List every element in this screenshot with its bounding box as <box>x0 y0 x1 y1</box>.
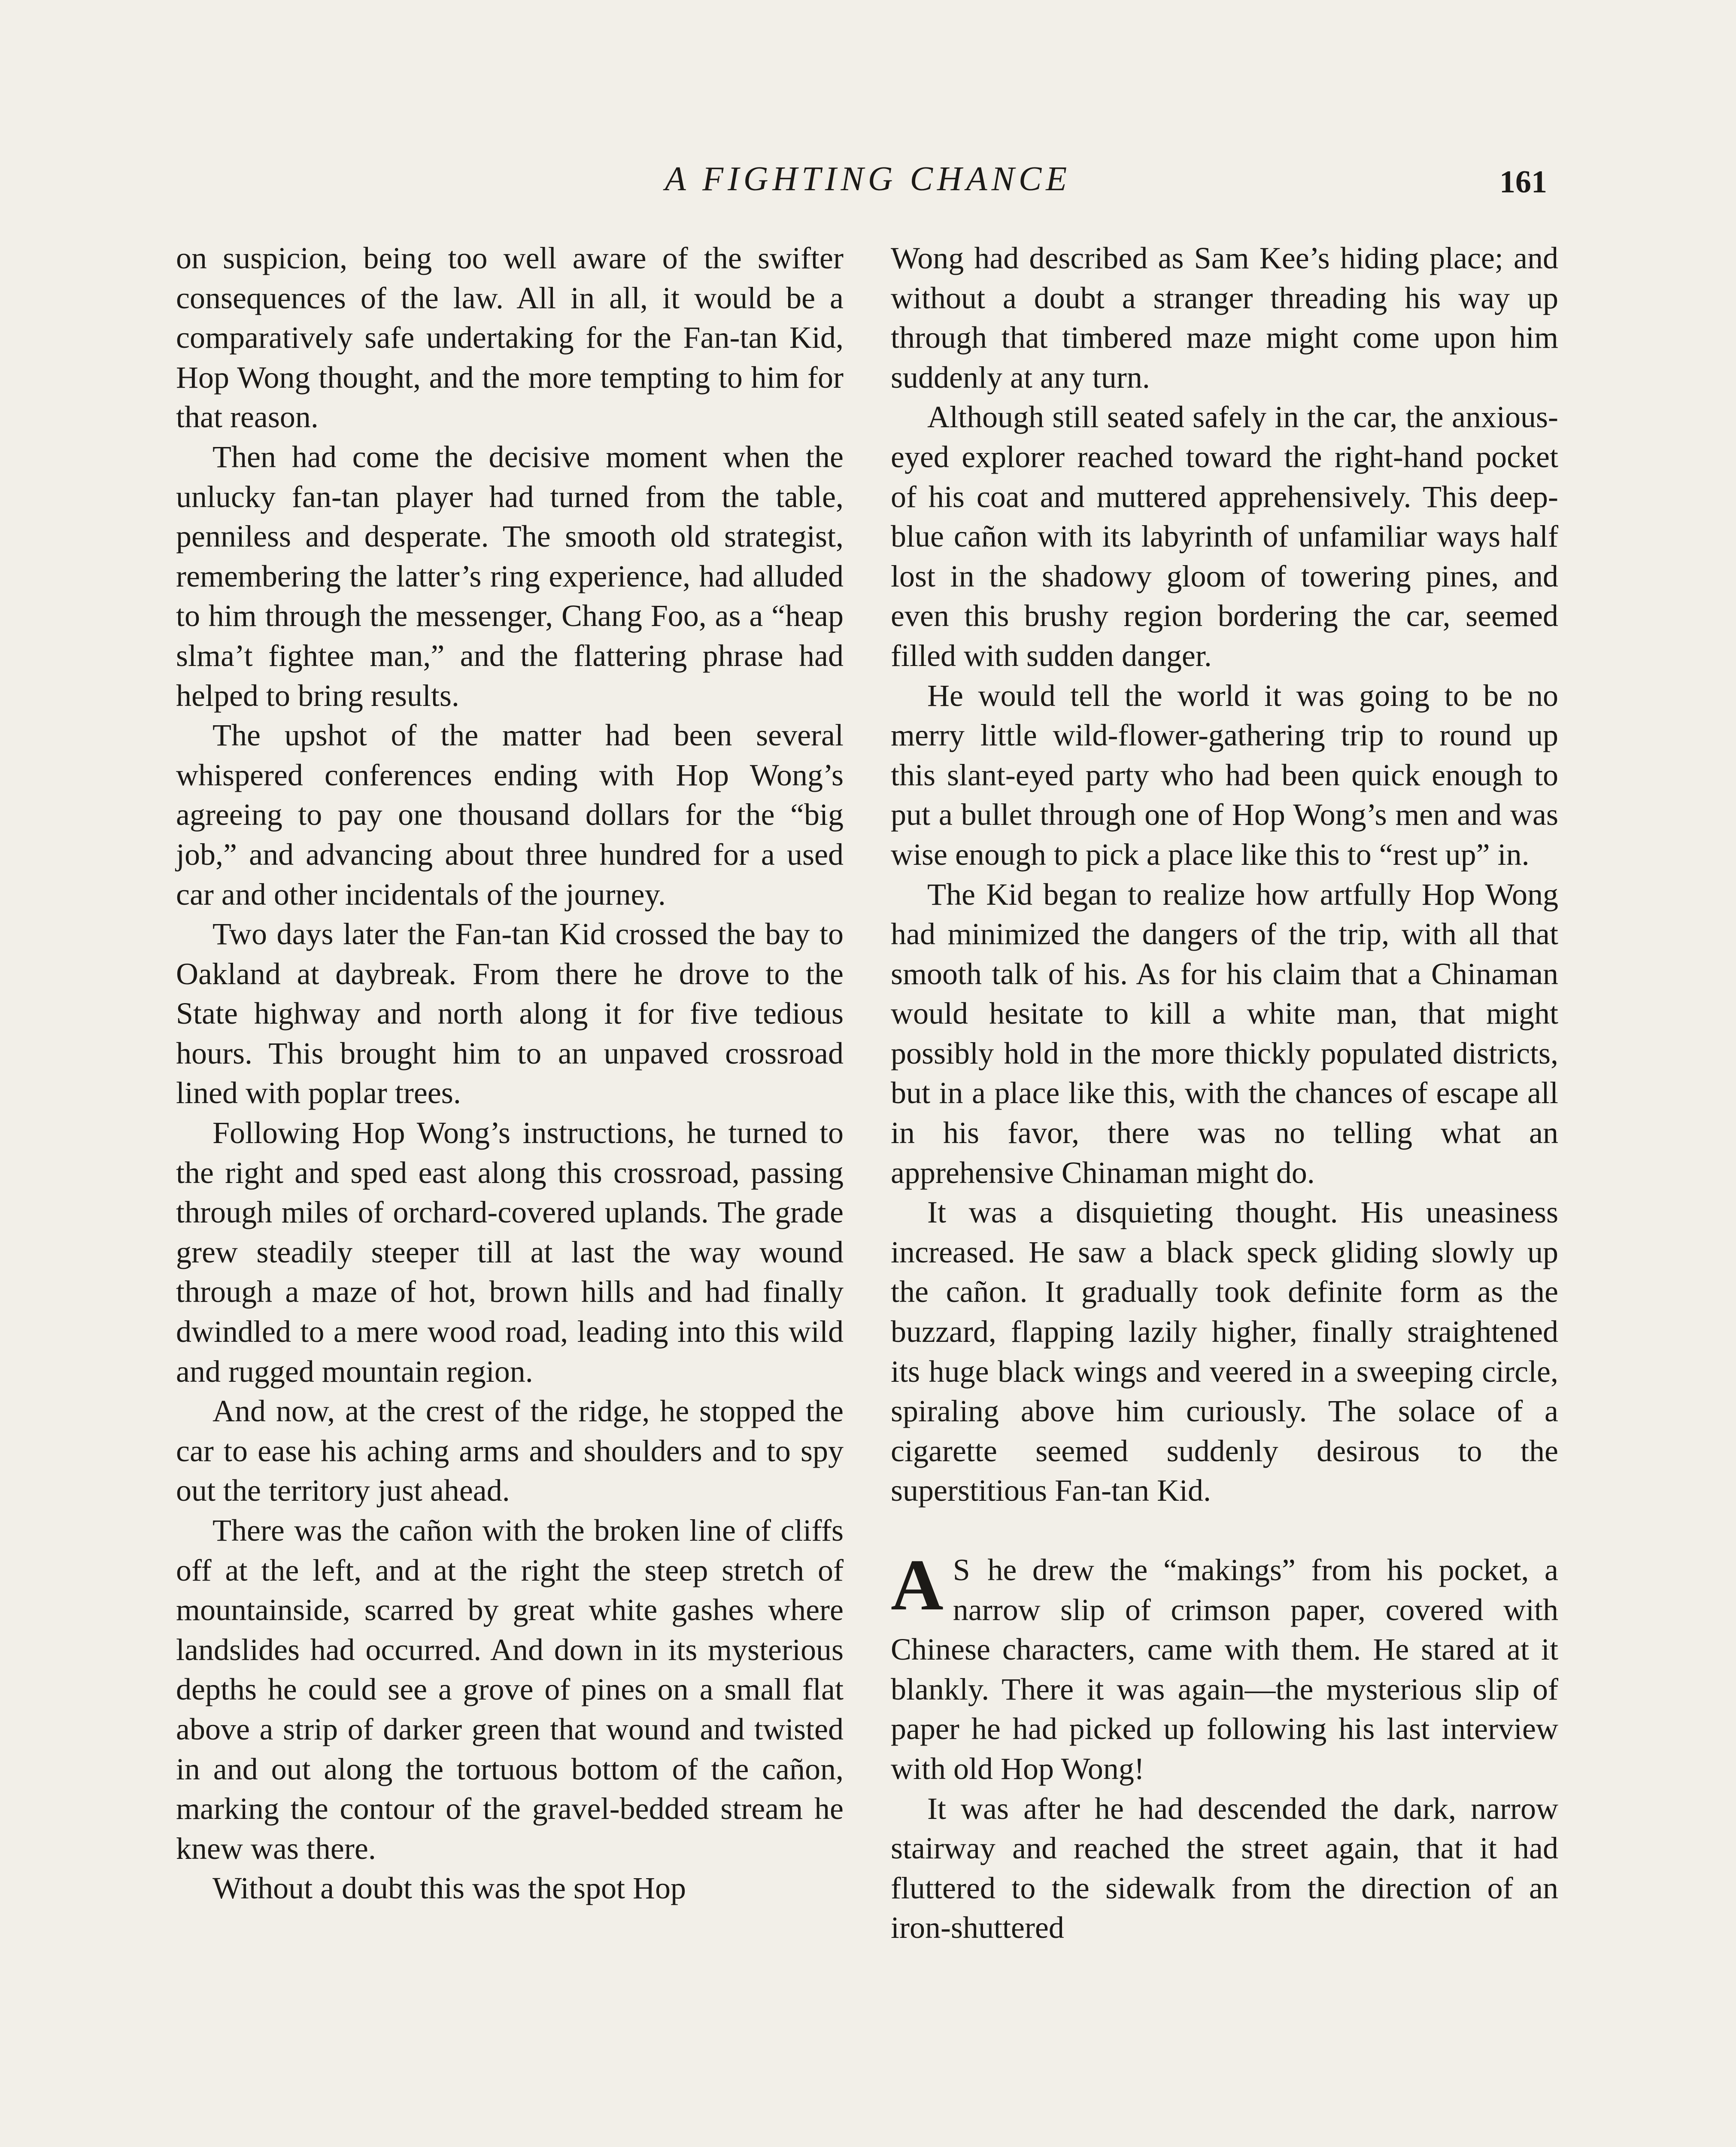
paragraph: And now, at the crest of the ridge, he stopped the car to ease his aching arms and shoulders and to spy out the territory just ahead. <box>176 1394 844 1508</box>
page-number: 161 <box>1499 164 1547 200</box>
section-break-paragraph <box>891 1545 1558 1789</box>
paragraph: Wong had described as Sam Kee’s hiding place; and without a doubt a stranger threading his way up through that timbered maze might come upon him suddenly at any turn. <box>891 241 1558 395</box>
left-column <box>176 238 844 1908</box>
lead-in: S <box>953 1553 972 1587</box>
running-title: A FIGHTING CHANCE <box>665 160 1071 198</box>
drop-cap: A <box>891 1545 944 1625</box>
paragraph: It was a disquieting thought. His uneasiness increased. He saw a black speck gliding slowly up the cañon. It gradually took definite form as the buzzard, flapping lazily higher, finally straightened its huge black wings and veered in a sweeping circle, spiraling above him curiously. The solace of a cigarette seemed suddenly desirous to the superstitious Fan-tan Kid. <box>891 1195 1558 1508</box>
paragraph: on suspicion, being too well aware of the swifter consequences of the law. All in all, it would be a comparatively safe undertaking for the Fan-tan Kid, Hop Wong thought, and the more tempting to him for that reason. <box>176 241 844 435</box>
section-text: he drew the “makings” from his pocket, a narrow slip of crimson paper, covered with Chinese characters, came with them. He stared at it blankly. There it was again—the mysterious slip of paper he had picked up following his last interview with old Hop Wong! <box>891 1553 1558 1786</box>
paragraph: Following Hop Wong’s instructions, he turned to the right and sped east along this crossroad, passing through miles of orchard-covered uplands. The grade grew steadily steeper till at last the way wound through a maze of hot, brown hills and had finally dwindled to a mere wood road, leading into this wild and rugged mountain region. <box>176 1116 844 1389</box>
paragraph: The Kid began to realize how artfully Hop Wong had minimized the dangers of the trip, with all that smooth talk of his. As for his claim that a Chinaman would hesitate to kill a white man, that might possibly hold in the more thickly populated districts, but in a place like this, with the chances of escape all in his favor, there was no telling what an apprehensive Chinaman might do. <box>891 877 1558 1190</box>
paragraph: Two days later the Fan-tan Kid crossed the bay to Oakland at daybreak. From there he drove to the State highway and north along it for five tedious hours. This brought him to an unpaved crossroad lined with poplar trees. <box>176 917 844 1110</box>
right-column <box>891 238 1558 1948</box>
paragraph: He would tell the world it was going to be no merry little wild-flower-gathering trip to round up this slant-eyed party who had been quick enough to put a bullet through one of Hop Wong’s men and was wise enough to pick a place like this to “rest up” in. <box>891 678 1558 872</box>
paragraph: Although still seated safely in the car, the anxious-eyed explorer reached toward the right-hand pocket of his coat and muttered apprehensively. This deep-blue cañon with its labyrinth of unfamiliar ways half lost in the shadowy gloom of towering pines, and even this brushy region bordering the car, seemed filled with sudden danger. <box>891 400 1558 673</box>
paragraph: Then had come the decisive moment when the unlucky fan-tan player had turned from the table, penniless and desperate. The smooth old strategist, remembering the latter’s ring experience, had alluded to him through the messenger, Chang Foo, as a “heap slma’t fightee man,” and the flattering phrase had helped to bring results. <box>176 439 844 713</box>
paragraph: Without a doubt this was the spot Hop <box>212 1871 686 1906</box>
paragraph: There was the cañon with the broken line of cliffs off at the left, and at the right the steep stretch of mountainside, scarred by great white gashes where landslides had occurred. And down in its mysterious depths he could see a grove of pines on a small flat above a strip of darker green that wound and twisted in and out along the tortuous bottom of the cañon, marking the contour of the gravel-bedded stream he knew was there. <box>176 1513 844 1866</box>
paragraph: It was after he had descended the dark, narrow stairway and reached the street again, that it had fluttered to the sidewalk from the direction of an iron-shuttered <box>891 1791 1558 1945</box>
paragraph: The upshot of the matter had been several whispered conferences ending with Hop Wong’s agreeing to pay one thousand dollars for the “big job,” and advancing about three hundred for a used car and other incidentals of the journey. <box>176 718 844 912</box>
